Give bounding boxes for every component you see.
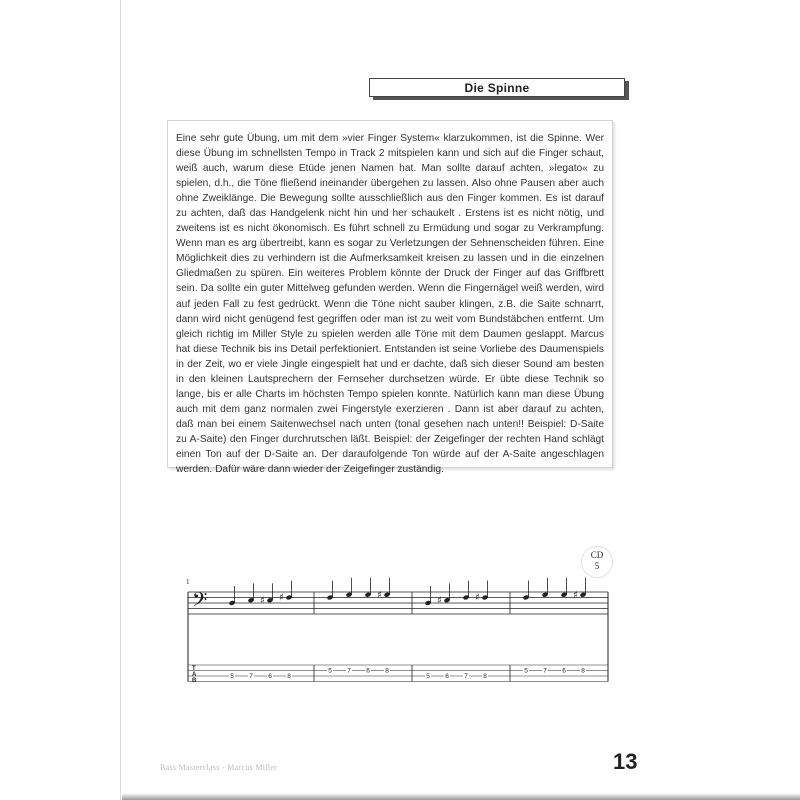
- page-edge: [120, 0, 121, 800]
- section-title-box: [369, 78, 625, 97]
- tab-fret-number: 5: [426, 673, 430, 681]
- tab-clef-letter: A: [192, 672, 197, 678]
- measure-number: 1: [186, 578, 190, 586]
- tab-fret-number: 6: [562, 667, 566, 675]
- sharp-accidental: ♯: [260, 595, 265, 607]
- tab-fret-number: 5: [230, 673, 234, 681]
- cd-track-number: 5: [594, 561, 600, 571]
- sharp-accidental: ♯: [573, 589, 578, 601]
- section-title: Die Spinne: [464, 80, 530, 95]
- tab-clef-letter: T: [192, 666, 196, 672]
- tab-fret-number: 5: [328, 667, 332, 675]
- tab-fret-number: 6: [366, 667, 370, 675]
- cd-label: CD: [590, 550, 604, 560]
- tab-fret-number: 8: [385, 667, 389, 675]
- tab-fret-number: 6: [445, 673, 449, 681]
- tab-fret-number: 7: [249, 673, 253, 681]
- text-box: [167, 120, 613, 476]
- tab-fret-number: 5: [524, 667, 528, 675]
- footer-text: Bass Masterclass - Marcus Miller: [160, 763, 278, 772]
- tab-fret-number: 8: [287, 673, 291, 681]
- tab-clef-letter: B: [192, 678, 197, 684]
- sharp-accidental: ♯: [437, 595, 442, 607]
- page-bottom-shadow: [122, 793, 800, 800]
- bass-clef: 𝄢: [192, 588, 208, 617]
- sharp-accidental: ♯: [279, 592, 284, 604]
- tab-fret-number: 7: [347, 667, 351, 675]
- body-text: Eine sehr gute Übung, um mit dem »vier Finger System« klarzukommen, ist die Spinne. Wer diese Übung im schnellsten Tempo in Track 2 mitspielen kann und sich auf die Finger schaut, weiß auch, warum diese Etüde jenen Namen hat. Man sollte darauf achten, »legato« zu spielen, d.h., die Töne fließend ineinander übergehen zu lassen. Also ohne Pausen aber auch ohne Zweiklänge. Die Bewegung sollte ausschließlich aus den Finger kommen. Es ist darauf zu achten, daß das Handgelenk nicht hin und her schaukelt . Erstens ist es nicht nötig, und zweitens ist es nicht ökonomisch. Es führt schnell zu Ermüdung und sogar zu Verkrampfung. Wenn man es arg übertreibt, kann es sogar zu Verletzungen der Sehnenscheiden führen. Eine Möglichkeit dies zu verhindern ist die Aufmerksamkeit kreisen zu lassen und in die einzelnen Gliedmaßen zu spüren. Ein weiteres Problem könnte der Druck der Finger auf das Griffbrett sein. Da sollte ein guter Mittelweg gefunden werden. Wenn die Fingernägel weiß werden, wird auf jeden Fall zu fest gedrückt. Wenn die Töne nicht sauber klingen, z.B. die Saite schnarrt, dann wird nicht genügend fest gegriffen oder man ist zu weit vom Bundstäbchen entfernt. Um gleich richtig im Miller Style zu spielen werden alle Töne mit dem Daumen geslappt. Marcus hat diese Technik bis ins Detail perfektioniert. Entstanden ist seine Vorliebe des Daumenspiels in der Zeit, wo er viele Jingle eingespielt hat und er dachte, daß sich dieser Sound am besten in den kleinen Lautsprechern der Fernseher durchsetzen würde. Er übte diese Technik so lange, bis er alle Charts im höchsten Tempo spielen konnte. Natürlich kann man diese Übung auch mit dem ganz normalen zwei Fingerstyle exerzieren . Dann ist aber darauf zu achten, daß man bei einem Saitenwechsel nach unten (tonal gesehen nach unten!! Beispiel: D-Saite zu A-Saite) den Finger durchrutschen läßt. Beispiel: der Zeigefinger der rechten Hand schlägt einen Ton auf der D-Saite an. Der daraufolgende Ton würde auf der A-Saite angeschlagen werden. Dafür wäre dann wieder der Zeigefinger zuständig.: [176, 133, 604, 476]
- sharp-accidental: ♯: [475, 592, 480, 604]
- tab-fret-number: 8: [581, 667, 585, 675]
- sharp-accidental: ♯: [377, 589, 382, 601]
- tab-fret-number: 6: [268, 673, 272, 681]
- tab-fret-number: 7: [543, 667, 547, 675]
- page-number: 13: [613, 749, 638, 774]
- music-score: [183, 572, 613, 692]
- tab-fret-number: 7: [464, 673, 468, 681]
- tab-fret-number: 8: [483, 673, 487, 681]
